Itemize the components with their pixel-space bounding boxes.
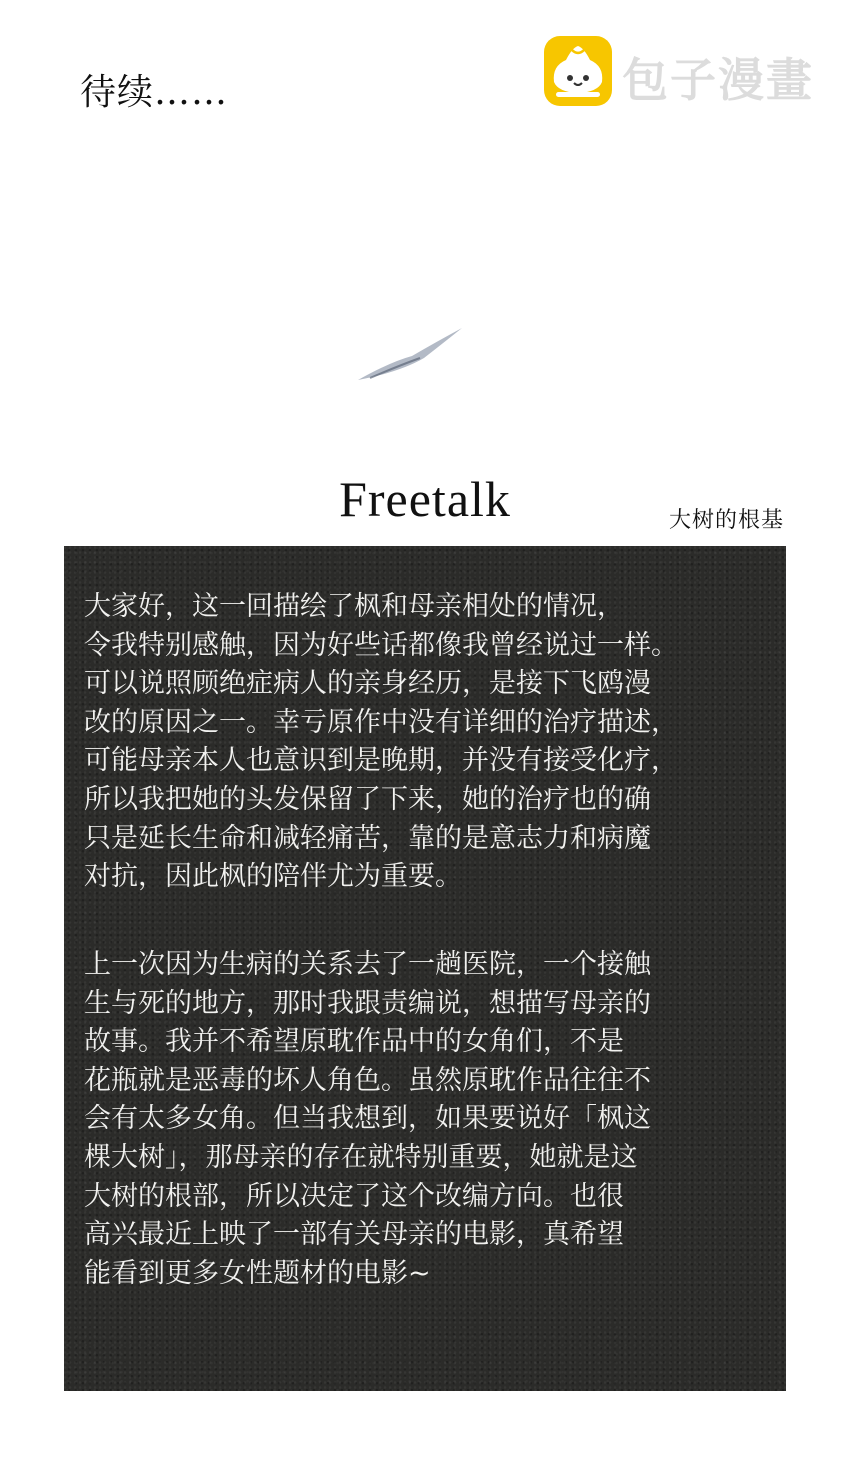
freetalk-paragraph-2: 上一次因为生病的关系去了一趟医院，一个接触 生与死的地方，那时我跟责编说，想描写母亲的 故事。我并不希望原耽作品中的女角们，不是 花瓶就是恶毒的坏人角色。虽然原耽作品往往不 会有太多女角。但当我想到，如果要说好「枫这 棵大树」，那母亲的存在就特别重要，她就是这 大树的根部，所以决定了这个改编方向。也很 高兴最近上映了一部有关母亲的电影，真希望 能看到更多女性题材的电影~: [84, 949, 651, 1289]
bird-icon: [350, 318, 470, 388]
watermark-text: 包子漫畫: [622, 53, 814, 107]
freetalk-title: Freetalk: [339, 471, 511, 527]
to-be-continued-text: 待续……: [80, 72, 229, 113]
freetalk-paragraph-1: 大家好，这一回描绘了枫和母亲相处的情况， 令我特别感触，因为好些话都像我曾经说过一样。 可以说照顾绝症病人的亲身经历，是接下飞鸥漫 改的原因之一。幸亏原作中没有详细的治疗描述， 可能母亲本人也意识到是晚期，并没有接受化疗， 所以我把她的头发保留了下来，她的治疗也的确 只是延长生命和减轻痛苦，靠的是意志力和病魔 对抗，因此枫的陪伴尤为重要。: [84, 591, 678, 893]
freetalk-subtitle: 大树的根基: [668, 508, 784, 533]
bun-icon: [544, 36, 612, 106]
site-watermark: [544, 36, 824, 108]
freetalk-panel: [64, 546, 786, 1391]
